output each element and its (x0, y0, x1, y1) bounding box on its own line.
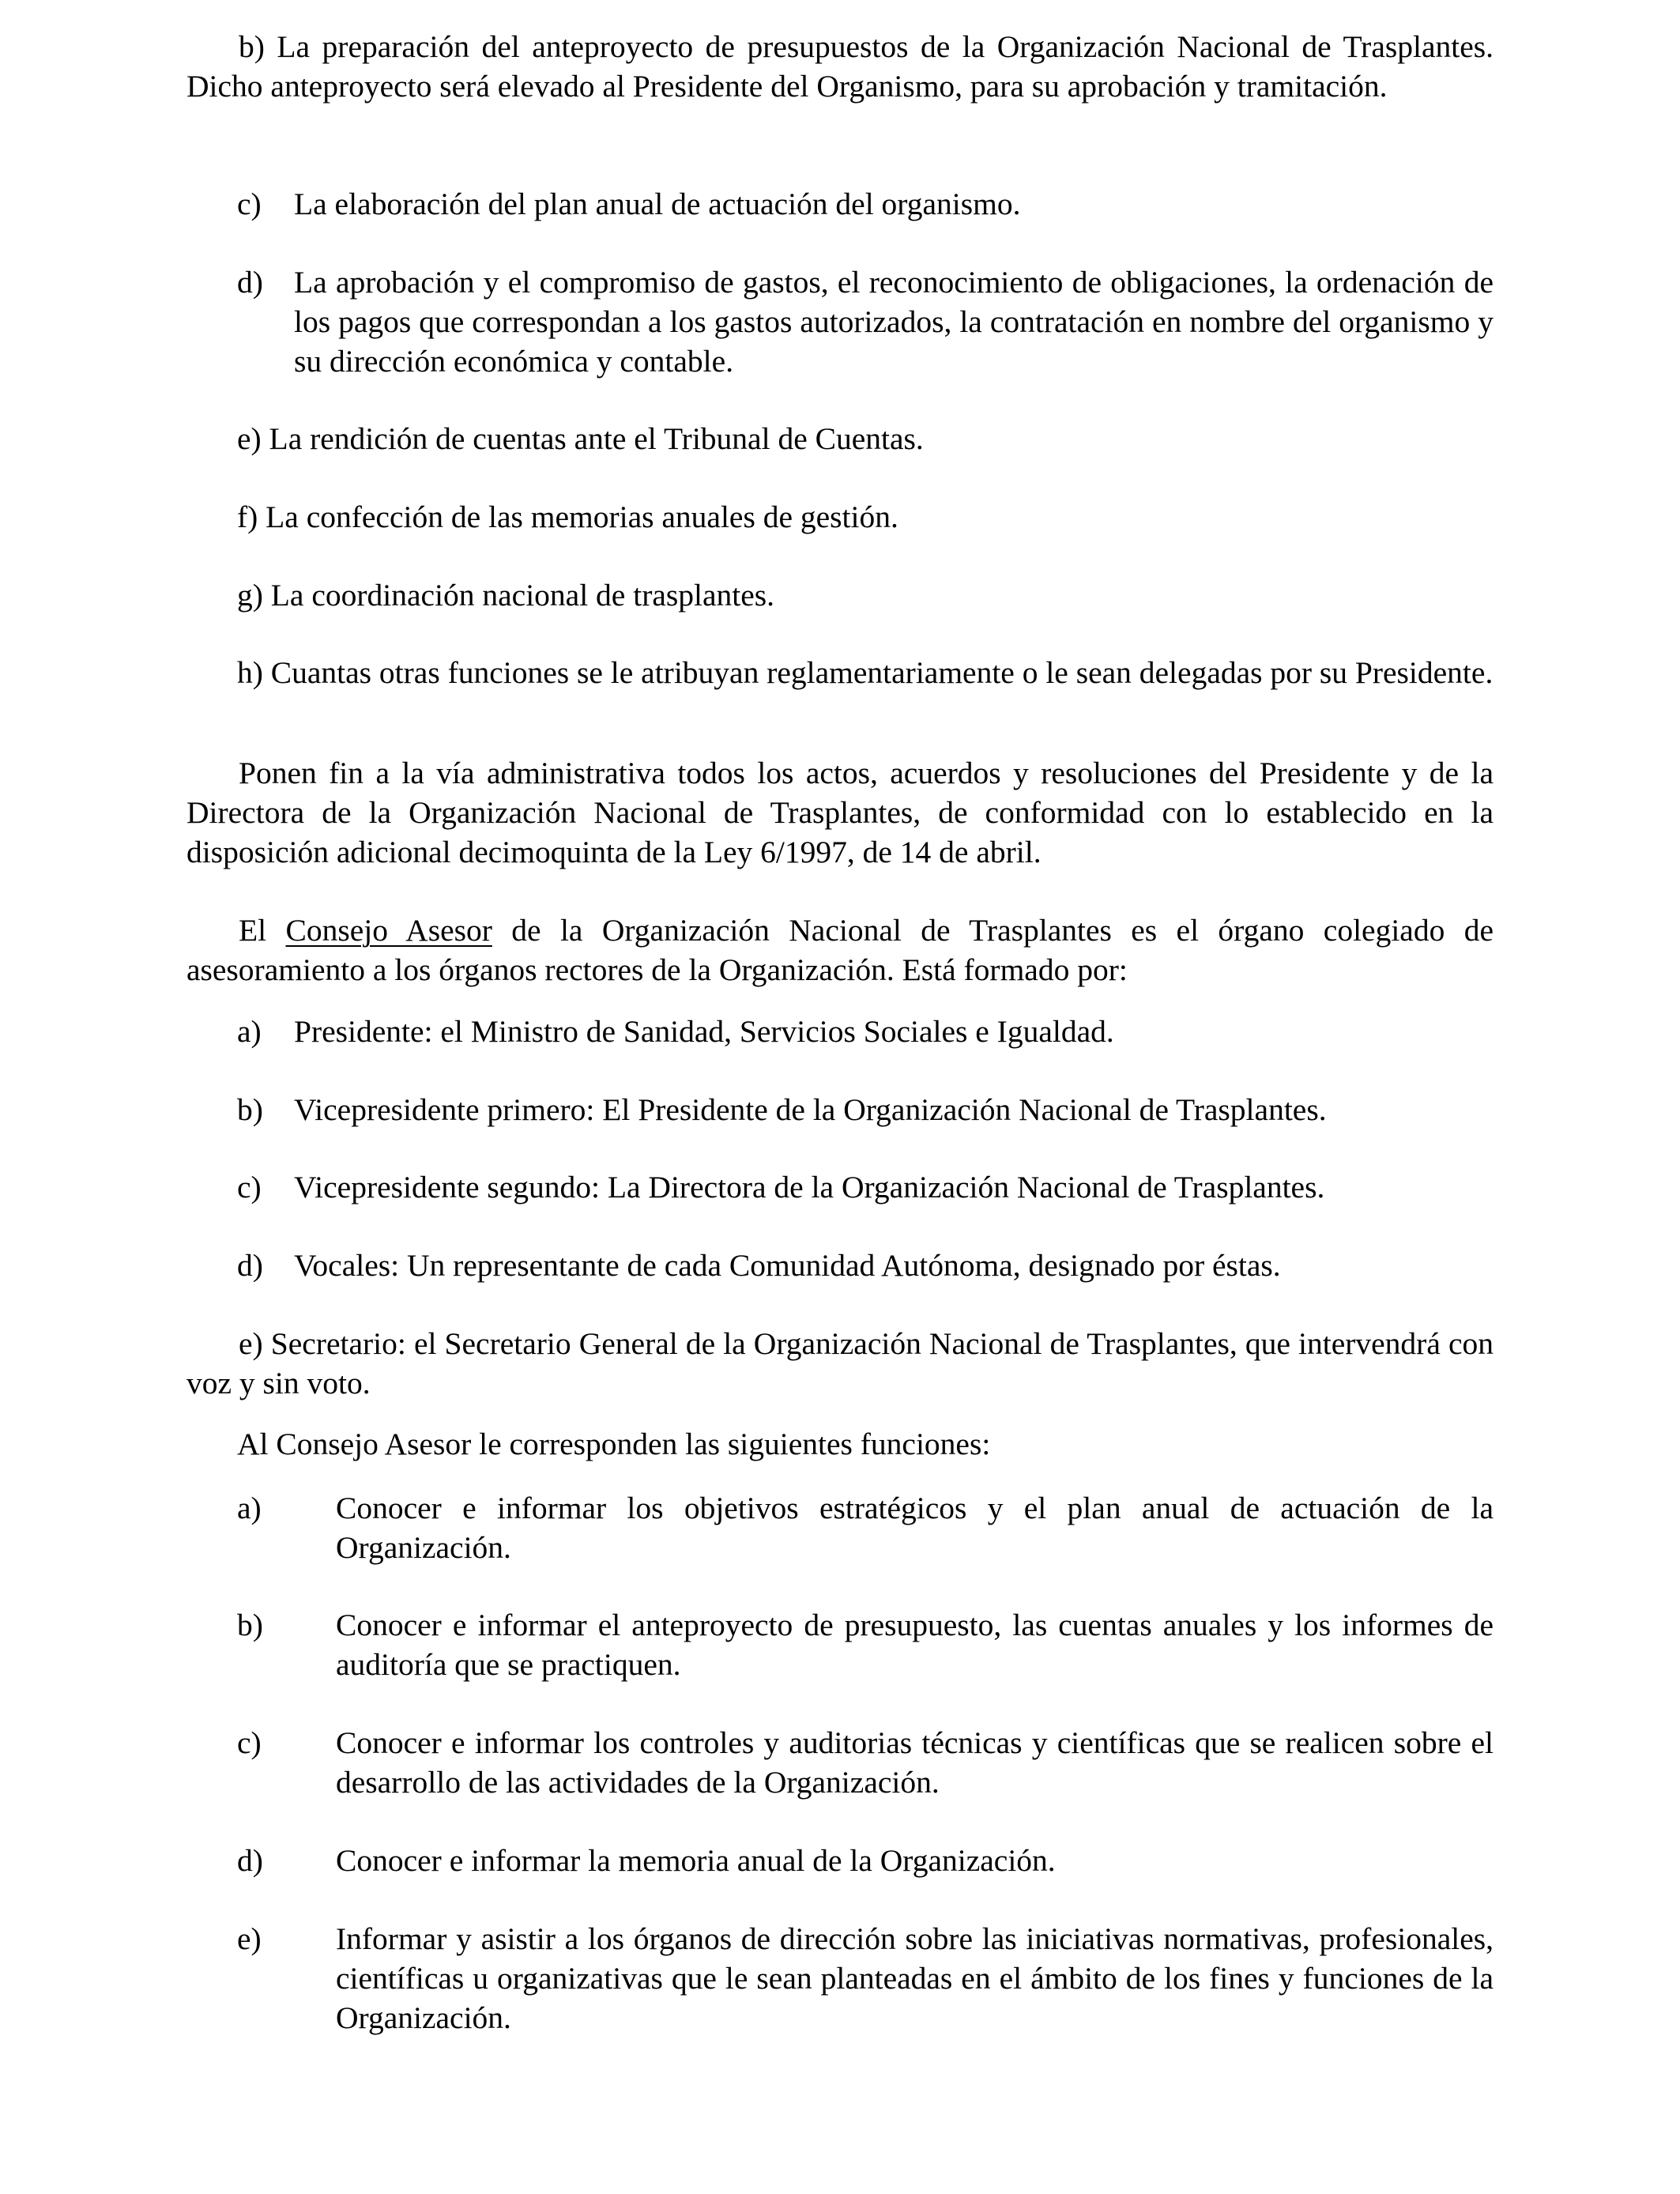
list2-item-a-text: Presidente: el Ministro de Sanidad, Servicios Sociales e Igualdad. (294, 1014, 1114, 1049)
list2-item-c-label: c) (237, 1170, 262, 1204)
list2-item-d-label: d) (237, 1248, 263, 1283)
list2-item-d (237, 1246, 1494, 1285)
list1-item-g: g) La coordinación nacional de trasplantes. (237, 578, 775, 613)
list2-item-a (237, 1012, 1494, 1051)
paragraph-funciones: Al Consejo Asesor le corresponden las siguientes funciones: (237, 1427, 991, 1461)
list3-item-b-label: b) (237, 1608, 263, 1642)
list1-item-c (237, 184, 1494, 224)
list1-item-b: b) La preparación del anteproyecto de presupuestos de la Organización Nacional de Trasplantes. Dicho anteproyecto será elevado al Presidente del Organismo, para su aprobación y tramitación. (186, 29, 1494, 104)
list1-item-c-text: La elaboración del plan anual de actuación del organismo. (294, 187, 1021, 221)
list3-item-e-text: Informar y asistir a los órganos de dirección sobre las iniciativas normativas, profesionales, científicas u organizativas que le sean planteadas en el ámbito de los fines y funciones de la Organización. (336, 1921, 1494, 2035)
list2-item-d-text: Vocales: Un representante de cada Comunidad Autónoma, designado por éstas. (294, 1248, 1281, 1283)
paragraph-ponen-fin: Ponen fin a la vía administrativa todos los actos, acuerdos y resoluciones del Presidente y de la Directora de la Organización Nacional de Trasplantes, de conformidad con lo establecido en la disposición adicional decimoquinta de la Ley 6/1997, de 14 de abril. (186, 756, 1494, 869)
list2-item-a-label: a) (237, 1014, 262, 1049)
consejo-suffix: de la Organización Nacional de Trasplantes es el órgano colegiado de asesoramiento a los órganos rectores de la Organización. Está formado por: (186, 913, 1494, 987)
list2-item-e: e) Secretario: el Secretario General de la Organización Nacional de Trasplantes, que intervendrá con voz y sin voto. (186, 1326, 1494, 1400)
list3-item-e-label: e) (237, 1921, 262, 1956)
list2-item-c (237, 1167, 1494, 1207)
list3-item-b-text: Conocer e informar el anteproyecto de presupuesto, las cuentas anuales y los informes de auditoría que se practiquen. (336, 1608, 1494, 1682)
list3-item-d-label: d) (237, 1843, 263, 1878)
list2-item-b (237, 1090, 1494, 1129)
list1-item-e: e) La rendición de cuentas ante el Tribunal de Cuentas. (237, 421, 924, 456)
list1-item-f: f) La confección de las memorias anuales de gestión. (237, 499, 898, 534)
list3-item-b (237, 1605, 1494, 1684)
list3-item-c-text: Conocer e informar los controles y auditorias técnicas y científicas que se realicen sobre el desarrollo de las actividades de la Organización. (336, 1725, 1494, 1800)
list3-item-a-label: a) (237, 1491, 262, 1525)
list3-item-e (237, 1919, 1494, 2038)
consejo-asesor-underlined: Consejo Asesor (285, 913, 492, 948)
list3-item-a-text: Conocer e informar los objetivos estratégicos y el plan anual de actuación de la Organización. (336, 1491, 1494, 1565)
list2-item-c-text: Vicepresidente segundo: La Directora de la Organización Nacional de Trasplantes. (294, 1170, 1325, 1204)
consejo-prefix: El (239, 913, 286, 948)
list1-item-d-label: d) (237, 265, 263, 300)
list3-item-d (237, 1841, 1494, 1880)
list1-item-d-text: La aprobación y el compromiso de gastos, el reconocimiento de obligaciones, la ordenación de los pagos que correspondan a los gastos autorizados, la contratación en nombre del organismo y su dirección económica y contable. (294, 265, 1494, 379)
list3-item-d-text: Conocer e informar la memoria anual de la Organización. (336, 1843, 1056, 1878)
paragraph-consejo-asesor (186, 910, 1494, 990)
list3-item-a (237, 1488, 1494, 1567)
list3-item-c-label: c) (237, 1725, 262, 1760)
list2-item-b-text: Vicepresidente primero: El Presidente de la Organización Nacional de Trasplantes. (294, 1092, 1327, 1127)
list1-item-h: h) Cuantas otras funciones se le atribuyan reglamentariamente o le sean delegadas por su Presidente. (237, 655, 1494, 690)
list3-item-c (237, 1723, 1494, 1802)
list1-item-d (237, 262, 1494, 381)
list1-item-c-label: c) (237, 187, 262, 221)
list2-item-b-label: b) (237, 1092, 263, 1127)
